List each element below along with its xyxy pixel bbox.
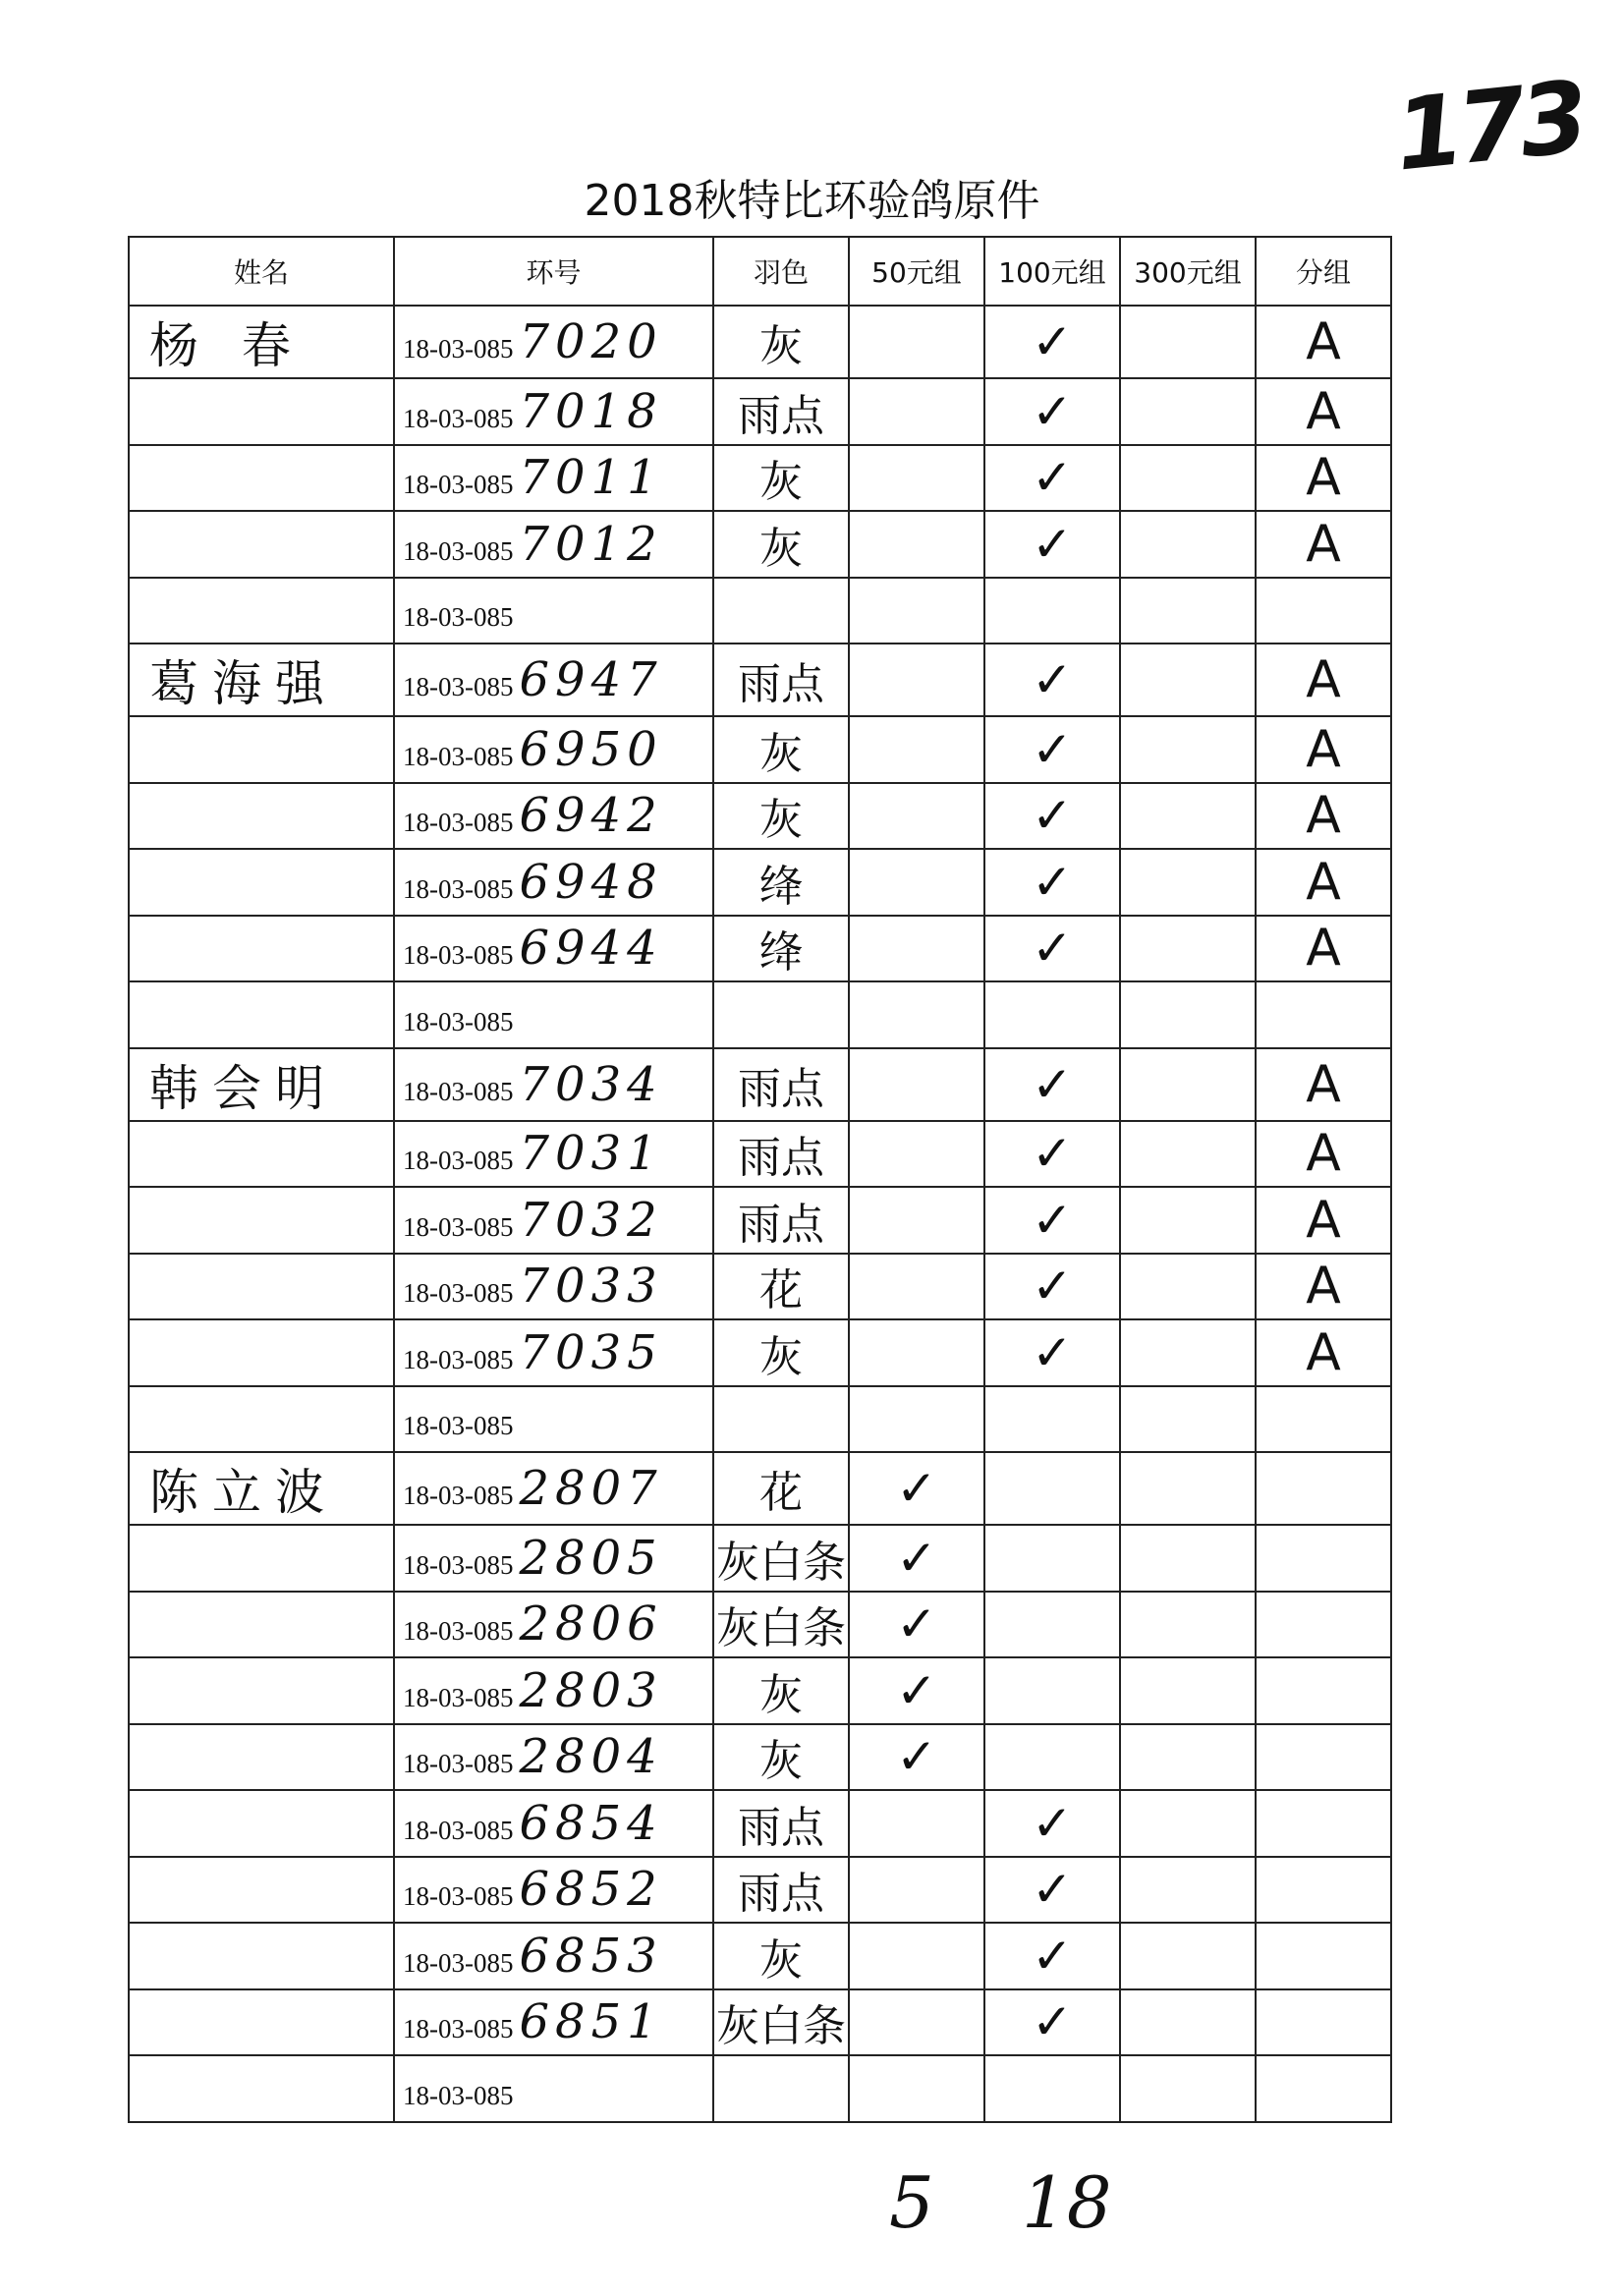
table-row <box>129 306 1391 378</box>
group-300-check <box>1120 1452 1256 1525</box>
ring-suffix: 7034 <box>519 1056 663 1112</box>
group-50-check <box>849 1121 984 1188</box>
table-row <box>129 1452 1391 1525</box>
footer-count-a: 5 <box>889 2161 934 2244</box>
ring-suffix: 2803 <box>519 1662 663 1718</box>
group-100-check <box>984 1386 1120 1453</box>
ring-number <box>394 1254 713 1320</box>
table-row <box>129 1724 1391 1791</box>
feather-color: 雨点 <box>713 1048 849 1121</box>
ring-prefix: 18-03-085 <box>403 1947 514 1978</box>
feather-color: 灰 <box>713 1724 849 1791</box>
feather-color: 绛 <box>713 916 849 982</box>
ring-number <box>394 783 713 850</box>
ring-suffix: 2807 <box>519 1461 663 1516</box>
ring-number <box>394 1592 713 1658</box>
ring-prefix: 18-03-085 <box>403 1344 514 1374</box>
ring-suffix: 2804 <box>519 1729 663 1785</box>
division-letter <box>1256 1724 1391 1791</box>
table-row <box>129 1386 1391 1453</box>
table-row <box>129 378 1391 445</box>
owner-name <box>129 511 394 578</box>
ring-prefix: 18-03-085 <box>403 1481 514 1510</box>
feather-color: 雨点 <box>713 1121 849 1188</box>
division-letter <box>1256 981 1391 1048</box>
division-letter <box>1256 578 1391 644</box>
group-100-check: ✓ <box>984 511 1120 578</box>
feather-color: 雨点 <box>713 1857 849 1924</box>
group-50-check <box>849 849 984 916</box>
document-title: 2018秋特比环验鸽原件 <box>584 176 1040 226</box>
table-row <box>129 511 1391 578</box>
division-letter <box>1256 1592 1391 1658</box>
feather-color: 花 <box>713 1254 849 1320</box>
division-letter <box>1256 1923 1391 1989</box>
ring-prefix: 18-03-085 <box>403 1815 514 1845</box>
owner-name <box>129 1187 394 1254</box>
ring-suffix: 7033 <box>519 1259 663 1315</box>
group-300-check <box>1120 1525 1256 1592</box>
ring-prefix: 18-03-085 <box>403 1076 514 1106</box>
group-50-check <box>849 644 984 716</box>
division-letter: A <box>1256 716 1391 783</box>
feather-color: 灰 <box>713 716 849 783</box>
table-row <box>129 1187 1391 1254</box>
division-letter: A <box>1256 1319 1391 1386</box>
owner-name <box>129 916 394 982</box>
table-row <box>129 716 1391 783</box>
feather-color: 灰 <box>713 511 849 578</box>
owner-name <box>129 2055 394 2122</box>
table-row <box>129 1121 1391 1188</box>
group-300-check <box>1120 2055 1256 2122</box>
owner-name: 杨 春 <box>129 306 394 378</box>
table-row <box>129 1525 1391 1592</box>
ring-prefix: 18-03-085 <box>403 940 514 971</box>
table-row <box>129 1923 1391 1989</box>
ring-number <box>394 1452 713 1525</box>
ring-suffix: 6947 <box>519 652 663 707</box>
ring-prefix: 18-03-085 <box>403 1616 514 1647</box>
owner-name <box>129 1386 394 1453</box>
ring-number <box>394 578 713 644</box>
feather-color: 雨点 <box>713 644 849 716</box>
group-300-check <box>1120 1857 1256 1924</box>
ring-suffix: 6851 <box>519 1994 663 2050</box>
ring-number <box>394 511 713 578</box>
group-50-check: ✓ <box>849 1452 984 1525</box>
ring-prefix: 18-03-085 <box>403 1146 514 1176</box>
table-row <box>129 1319 1391 1386</box>
group-50-check: ✓ <box>849 1592 984 1658</box>
ring-number <box>394 1319 713 1386</box>
division-letter: A <box>1256 511 1391 578</box>
group-100-check <box>984 1452 1120 1525</box>
ring-prefix: 18-03-085 <box>403 672 514 701</box>
feather-color <box>713 578 849 644</box>
division-letter <box>1256 1386 1391 1453</box>
header-ring-number: 环号 <box>394 237 713 306</box>
group-300-check <box>1120 1724 1256 1791</box>
division-letter <box>1256 1657 1391 1724</box>
owner-name <box>129 1724 394 1791</box>
group-50-check: ✓ <box>849 1657 984 1724</box>
ring-number <box>394 1187 713 1254</box>
ring-prefix: 18-03-085 <box>403 1881 514 1912</box>
division-letter <box>1256 1525 1391 1592</box>
group-100-check: ✓ <box>984 1319 1120 1386</box>
table-row <box>129 1657 1391 1724</box>
group-100-check: ✓ <box>984 1790 1120 1857</box>
ring-suffix: 6853 <box>519 1928 663 1984</box>
feather-color: 绛 <box>713 849 849 916</box>
group-50-check <box>849 445 984 512</box>
group-300-check <box>1120 1989 1256 2056</box>
table-row <box>129 783 1391 850</box>
ring-number <box>394 1386 713 1453</box>
ring-prefix: 18-03-085 <box>403 2014 514 2044</box>
ring-prefix: 18-03-085 <box>403 535 514 566</box>
division-letter: A <box>1256 1048 1391 1121</box>
ring-number <box>394 306 713 378</box>
group-300-check <box>1120 981 1256 1048</box>
division-letter: A <box>1256 1121 1391 1188</box>
group-50-check <box>849 981 984 1048</box>
owner-name <box>129 1254 394 1320</box>
division-letter <box>1256 1790 1391 1857</box>
ring-number <box>394 644 713 716</box>
group-300-check <box>1120 716 1256 783</box>
group-100-check: ✓ <box>984 644 1120 716</box>
ring-prefix: 18-03-085 <box>403 403 514 433</box>
registration-table <box>128 236 1392 2123</box>
group-50-check <box>849 378 984 445</box>
feather-color: 灰 <box>713 1657 849 1724</box>
division-letter <box>1256 1857 1391 1924</box>
group-50-check <box>849 716 984 783</box>
group-300-check <box>1120 1657 1256 1724</box>
group-100-check: ✓ <box>984 1989 1120 2056</box>
group-300-check <box>1120 1121 1256 1188</box>
ring-suffix: 6948 <box>519 854 663 910</box>
group-100-check: ✓ <box>984 716 1120 783</box>
ring-prefix: 18-03-085 <box>403 741 514 771</box>
feather-color: 灰白条 <box>713 1989 849 2056</box>
group-100-check: ✓ <box>984 1923 1120 1989</box>
group-50-check <box>849 578 984 644</box>
group-300-check <box>1120 1790 1256 1857</box>
group-300-check <box>1120 1254 1256 1320</box>
owner-name <box>129 1319 394 1386</box>
header-group-300: 300元组 <box>1120 237 1256 306</box>
ring-number <box>394 1724 713 1791</box>
group-100-check <box>984 1724 1120 1791</box>
table-row <box>129 1048 1391 1121</box>
ring-suffix: 7011 <box>519 450 663 506</box>
feather-color: 灰白条 <box>713 1525 849 1592</box>
owner-name <box>129 1857 394 1924</box>
division-letter <box>1256 1452 1391 1525</box>
header-group-50: 50元组 <box>849 237 984 306</box>
owner-name <box>129 445 394 512</box>
group-300-check <box>1120 511 1256 578</box>
group-50-check: ✓ <box>849 1724 984 1791</box>
group-100-check: ✓ <box>984 378 1120 445</box>
owner-name <box>129 1989 394 2056</box>
owner-name <box>129 578 394 644</box>
ring-number <box>394 1790 713 1857</box>
group-50-check <box>849 1989 984 2056</box>
group-50-check <box>849 1254 984 1320</box>
ring-prefix: 18-03-085 <box>403 1278 514 1309</box>
ring-number <box>394 1857 713 1924</box>
footer-count-b: 18 <box>1022 2161 1112 2244</box>
group-100-check <box>984 2055 1120 2122</box>
ring-suffix: 6854 <box>519 1795 663 1851</box>
group-50-check <box>849 1386 984 1453</box>
group-50-check <box>849 511 984 578</box>
division-letter <box>1256 1989 1391 2056</box>
division-letter: A <box>1256 1187 1391 1254</box>
group-300-check <box>1120 644 1256 716</box>
group-50-check <box>849 1187 984 1254</box>
ring-number <box>394 916 713 982</box>
feather-color: 灰 <box>713 445 849 512</box>
owner-name <box>129 1923 394 1989</box>
group-50-check <box>849 1790 984 1857</box>
ring-prefix: 18-03-085 <box>403 2080 514 2110</box>
owner-name: 葛海强 <box>129 644 394 716</box>
feather-color: 花 <box>713 1452 849 1525</box>
group-50-check <box>849 2055 984 2122</box>
owner-name <box>129 716 394 783</box>
ring-suffix: 7032 <box>519 1192 663 1248</box>
ring-prefix: 18-03-085 <box>403 808 514 838</box>
owner-name <box>129 1657 394 1724</box>
ring-number <box>394 445 713 512</box>
division-letter: A <box>1256 378 1391 445</box>
group-100-check: ✓ <box>984 1254 1120 1320</box>
group-50-check <box>849 1857 984 1924</box>
group-300-check <box>1120 783 1256 850</box>
group-100-check: ✓ <box>984 1048 1120 1121</box>
owner-name <box>129 1525 394 1592</box>
ring-number <box>394 1657 713 1724</box>
division-letter: A <box>1256 783 1391 850</box>
page-number: 173 <box>1389 59 1589 194</box>
ring-suffix: 6950 <box>519 721 663 777</box>
header-name: 姓名 <box>129 237 394 306</box>
owner-name <box>129 378 394 445</box>
owner-name <box>129 849 394 916</box>
feather-color: 灰白条 <box>713 1592 849 1658</box>
table-row <box>129 1857 1391 1924</box>
division-letter: A <box>1256 306 1391 378</box>
ring-suffix: 2806 <box>519 1596 663 1652</box>
group-300-check <box>1120 1187 1256 1254</box>
owner-name <box>129 783 394 850</box>
feather-color: 灰 <box>713 783 849 850</box>
ring-suffix: 7031 <box>519 1126 663 1182</box>
ring-number <box>394 1923 713 1989</box>
group-300-check <box>1120 1319 1256 1386</box>
group-100-check <box>984 1657 1120 1724</box>
owner-name <box>129 1592 394 1658</box>
group-300-check <box>1120 578 1256 644</box>
feather-color: 雨点 <box>713 378 849 445</box>
ring-number <box>394 981 713 1048</box>
table-row <box>129 981 1391 1048</box>
table-row <box>129 644 1391 716</box>
group-100-check <box>984 1525 1120 1592</box>
ring-prefix: 18-03-085 <box>403 334 514 364</box>
table-row <box>129 445 1391 512</box>
feather-color: 灰 <box>713 1319 849 1386</box>
group-50-check <box>849 783 984 850</box>
feather-color: 灰 <box>713 1923 849 1989</box>
division-letter: A <box>1256 445 1391 512</box>
division-letter: A <box>1256 916 1391 982</box>
ring-suffix: 6944 <box>519 921 663 977</box>
group-300-check <box>1120 849 1256 916</box>
group-100-check: ✓ <box>984 849 1120 916</box>
ring-number <box>394 1121 713 1188</box>
header-group-100: 100元组 <box>984 237 1120 306</box>
table-row <box>129 1254 1391 1320</box>
group-300-check <box>1120 306 1256 378</box>
group-100-check: ✓ <box>984 445 1120 512</box>
table-row <box>129 1989 1391 2056</box>
ring-prefix: 18-03-085 <box>403 602 514 633</box>
table-row <box>129 1790 1391 1857</box>
ring-prefix: 18-03-085 <box>403 1549 514 1580</box>
ring-number <box>394 849 713 916</box>
group-50-check <box>849 1923 984 1989</box>
header-division: 分组 <box>1256 237 1391 306</box>
group-100-check <box>984 981 1120 1048</box>
ring-number <box>394 716 713 783</box>
ring-suffix: 6942 <box>519 788 663 844</box>
owner-name <box>129 981 394 1048</box>
group-50-check <box>849 306 984 378</box>
table-row <box>129 578 1391 644</box>
owner-name <box>129 1121 394 1188</box>
feather-color: 雨点 <box>713 1187 849 1254</box>
group-100-check: ✓ <box>984 783 1120 850</box>
owner-name: 陈立波 <box>129 1452 394 1525</box>
ring-suffix: 7020 <box>519 314 663 369</box>
group-300-check <box>1120 1048 1256 1121</box>
division-letter: A <box>1256 644 1391 716</box>
ring-suffix: 7035 <box>519 1324 663 1380</box>
owner-name <box>129 1790 394 1857</box>
group-100-check <box>984 578 1120 644</box>
owner-name: 韩会明 <box>129 1048 394 1121</box>
ring-prefix: 18-03-085 <box>403 1211 514 1242</box>
group-50-check <box>849 1048 984 1121</box>
ring-prefix: 18-03-085 <box>403 470 514 500</box>
group-100-check <box>984 1592 1120 1658</box>
division-letter <box>1256 2055 1391 2122</box>
group-50-check: ✓ <box>849 1525 984 1592</box>
ring-suffix: 2805 <box>519 1530 663 1586</box>
group-100-check: ✓ <box>984 306 1120 378</box>
feather-color: 灰 <box>713 306 849 378</box>
group-300-check <box>1120 916 1256 982</box>
group-50-check <box>849 916 984 982</box>
header-feather-color: 羽色 <box>713 237 849 306</box>
group-50-check <box>849 1319 984 1386</box>
ring-suffix: 6852 <box>519 1862 663 1918</box>
ring-suffix: 7018 <box>519 383 663 439</box>
ring-number <box>394 2055 713 2122</box>
ring-number <box>394 1048 713 1121</box>
group-300-check <box>1120 445 1256 512</box>
ring-suffix: 7012 <box>519 516 663 572</box>
ring-prefix: 18-03-085 <box>403 1006 514 1036</box>
table-header-row <box>129 237 1391 306</box>
table-row <box>129 916 1391 982</box>
division-letter: A <box>1256 1254 1391 1320</box>
group-100-check: ✓ <box>984 1857 1120 1924</box>
table-row <box>129 1592 1391 1658</box>
group-300-check <box>1120 1923 1256 1989</box>
ring-prefix: 18-03-085 <box>403 873 514 904</box>
table-row <box>129 849 1391 916</box>
feather-color: 雨点 <box>713 1790 849 1857</box>
ring-number <box>394 1525 713 1592</box>
group-100-check: ✓ <box>984 916 1120 982</box>
group-100-check: ✓ <box>984 1121 1120 1188</box>
feather-color <box>713 1386 849 1453</box>
ring-prefix: 18-03-085 <box>403 1749 514 1779</box>
ring-number <box>394 1989 713 2056</box>
ring-prefix: 18-03-085 <box>403 1682 514 1712</box>
group-300-check <box>1120 1592 1256 1658</box>
feather-color <box>713 2055 849 2122</box>
group-100-check: ✓ <box>984 1187 1120 1254</box>
table-row <box>129 2055 1391 2122</box>
group-300-check <box>1120 1386 1256 1453</box>
division-letter: A <box>1256 849 1391 916</box>
ring-number <box>394 378 713 445</box>
feather-color <box>713 981 849 1048</box>
group-300-check <box>1120 378 1256 445</box>
ring-prefix: 18-03-085 <box>403 1411 514 1441</box>
